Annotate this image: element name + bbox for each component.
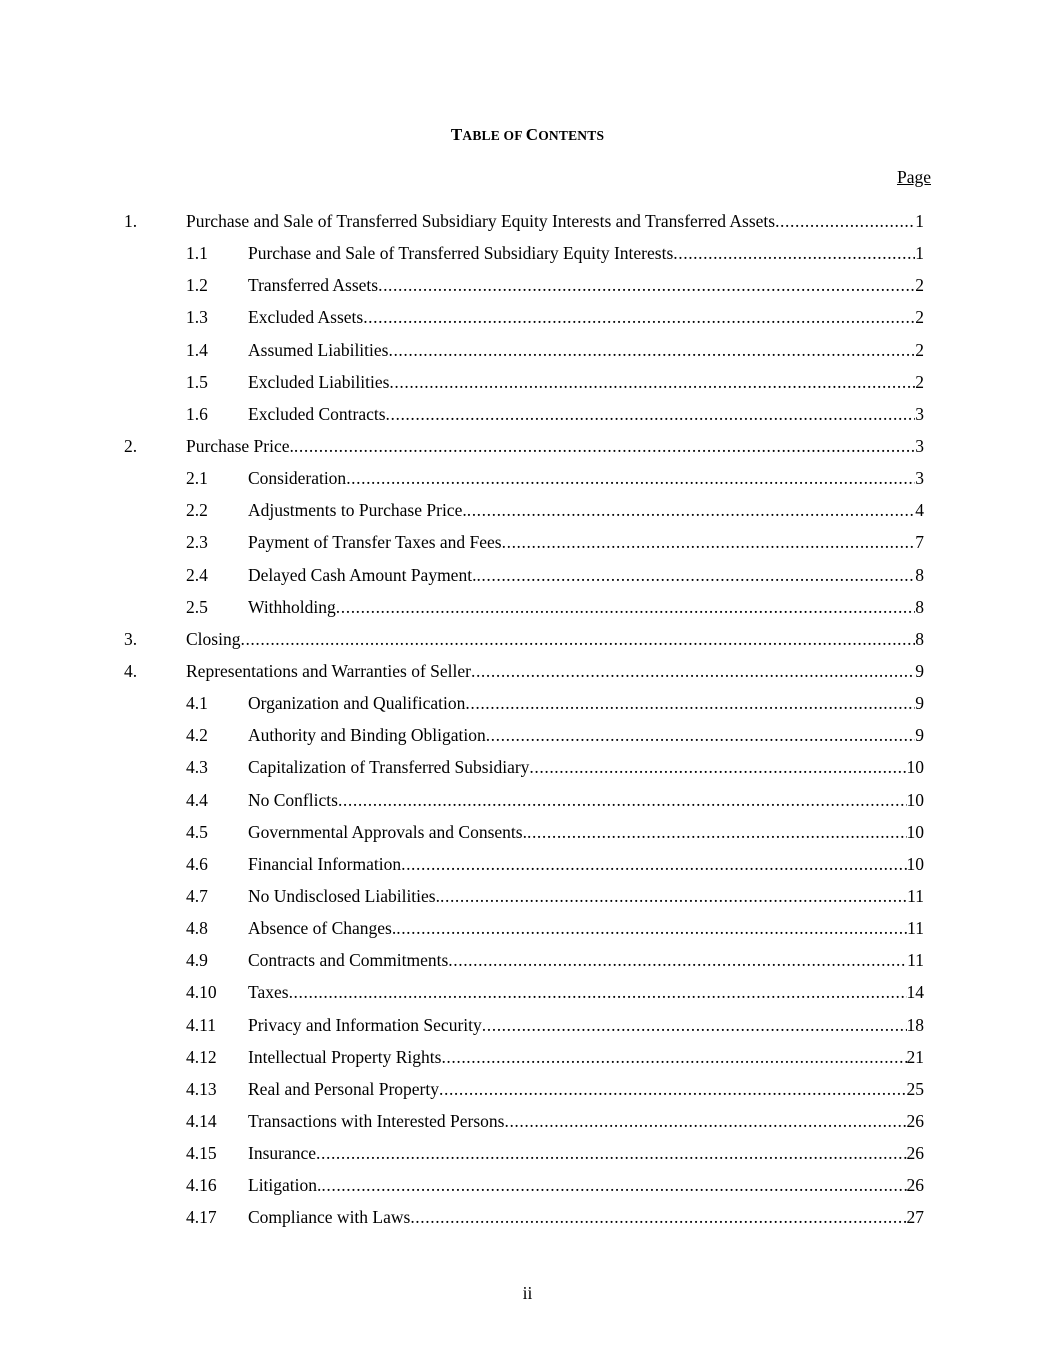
toc-entry[interactable] xyxy=(0,912,1055,944)
toc-entry-page: 11 xyxy=(907,918,924,939)
toc-entry-label: Contracts and Commitments xyxy=(248,950,449,971)
toc-entry-label: Transactions with Interested Persons xyxy=(248,1110,505,1131)
toc-entry-number: 4.9 xyxy=(186,950,208,971)
toc-entry-label: Insurance xyxy=(248,1143,317,1164)
toc-entry-page: 2 xyxy=(915,371,924,392)
toc-entry-line xyxy=(248,751,924,783)
toc-dot-leader xyxy=(441,1041,906,1073)
toc-entry-number: 1.5 xyxy=(186,371,208,392)
toc-entry[interactable] xyxy=(0,462,1055,494)
toc-entry-number: 1.3 xyxy=(186,307,208,328)
toc-entry-page: 7 xyxy=(915,532,924,553)
toc-entry-number: 2.2 xyxy=(186,500,208,521)
toc-entry-page: 11 xyxy=(907,885,924,906)
toc-dot-leader xyxy=(482,1009,907,1041)
toc-entry-number: 4. xyxy=(124,660,138,681)
toc-entry-label: Purchase and Sale of Transferred Subsidiary Equity Interests and Transferred Assets xyxy=(186,211,776,231)
toc-entry[interactable] xyxy=(0,816,1055,848)
toc-entry-label: Excluded Liabilities xyxy=(248,371,390,392)
toc-title-part: ONTENTS xyxy=(538,128,605,143)
toc-entry-label: No Undisclosed Liabilities. xyxy=(248,885,440,906)
toc-entry-label: Purchase Price. xyxy=(186,435,294,456)
toc-entry-number: 4.13 xyxy=(186,1078,217,1099)
toc-entry-number: 4.1 xyxy=(186,693,208,714)
toc-dot-leader xyxy=(440,880,907,912)
toc-dot-leader xyxy=(388,334,915,366)
toc-entry-page: 3 xyxy=(915,403,924,424)
toc-entry-label: Adjustments to Purchase Price. xyxy=(248,500,467,521)
toc-dot-leader xyxy=(467,494,916,526)
toc-entry[interactable] xyxy=(0,526,1055,558)
toc-entry-page: 9 xyxy=(915,725,924,746)
toc-entry-line xyxy=(248,1137,924,1169)
toc-entry[interactable] xyxy=(0,269,1055,301)
toc-entry-number: 4.16 xyxy=(186,1175,217,1196)
toc-entry-page: 18 xyxy=(906,1014,924,1035)
page-column-label: Page xyxy=(896,167,931,187)
toc-entry-line xyxy=(248,269,924,301)
toc-entry-page: 9 xyxy=(915,693,924,714)
toc-entry-page: 10 xyxy=(906,757,924,778)
toc-dot-leader xyxy=(386,398,916,430)
toc-dot-leader xyxy=(294,430,915,462)
toc-entry-page: 25 xyxy=(906,1078,924,1099)
toc-entry[interactable] xyxy=(0,719,1055,751)
toc-entry-label: Delayed Cash Amount Payment. xyxy=(248,564,477,585)
toc-entry-page: 10 xyxy=(906,789,924,810)
toc-entry-number: 4.17 xyxy=(186,1207,217,1228)
toc-entry[interactable] xyxy=(0,944,1055,976)
toc-dot-leader xyxy=(346,462,915,494)
toc-entry[interactable] xyxy=(0,398,1055,430)
toc-entry-number: 1. xyxy=(124,211,138,231)
toc-dot-leader xyxy=(486,719,916,751)
toc-entry-line xyxy=(248,334,924,366)
toc-entry[interactable] xyxy=(0,1073,1055,1105)
toc-dot-leader xyxy=(396,912,907,944)
toc-entry[interactable] xyxy=(0,205,1055,237)
toc-dot-leader xyxy=(316,1137,906,1169)
toc-entry-number: 1.2 xyxy=(186,275,208,296)
toc-dot-leader xyxy=(471,655,915,687)
toc-entry-line xyxy=(248,719,924,751)
toc-entry[interactable] xyxy=(0,1201,1055,1233)
toc-dot-leader xyxy=(504,1105,906,1137)
toc-entry-label: Privacy and Information Security xyxy=(248,1014,482,1035)
toc-entry-label: Payment of Transfer Taxes and Fees xyxy=(248,532,502,553)
toc-entry-label: Excluded Contracts xyxy=(248,403,386,424)
toc-entry[interactable] xyxy=(0,1041,1055,1073)
toc-entry-line xyxy=(248,398,924,430)
toc-entry[interactable] xyxy=(0,880,1055,912)
toc-entry-number: 2.1 xyxy=(186,468,208,489)
toc-entry[interactable] xyxy=(0,559,1055,591)
toc-entry[interactable] xyxy=(0,784,1055,816)
toc-entry[interactable] xyxy=(0,1105,1055,1137)
toc-entry[interactable] xyxy=(0,237,1055,269)
toc-entry[interactable] xyxy=(0,301,1055,333)
toc-dot-leader xyxy=(336,591,915,623)
toc-entry[interactable] xyxy=(0,1169,1055,1201)
toc-dot-leader xyxy=(502,526,916,558)
toc-entry-line xyxy=(248,1041,924,1073)
toc-title-part: C xyxy=(525,125,539,144)
toc-entry-line xyxy=(248,1169,924,1201)
toc-dot-leader xyxy=(527,816,907,848)
toc-dot-leader xyxy=(401,848,906,880)
toc-entry-page: 2 xyxy=(915,307,924,328)
toc-entry-line xyxy=(248,591,924,623)
toc-entry-line xyxy=(248,687,924,719)
toc-entry-page: 9 xyxy=(915,660,924,681)
toc-entry-page: 3 xyxy=(915,435,924,456)
toc-entry-number: 4.8 xyxy=(186,918,208,939)
toc-entry-number: 4.4 xyxy=(186,789,208,810)
toc-entry-label: Governmental Approvals and Consents. xyxy=(248,821,527,842)
toc-entry-label: Withholding xyxy=(248,596,336,617)
toc-entry-number: 1.1 xyxy=(186,243,208,264)
toc-entry-line xyxy=(248,1105,924,1137)
toc-dot-leader xyxy=(321,1169,906,1201)
toc-entry[interactable] xyxy=(0,751,1055,783)
toc-entry[interactable] xyxy=(0,976,1055,1008)
toc-entry[interactable] xyxy=(0,687,1055,719)
toc-entry-number: 4.7 xyxy=(186,885,208,906)
toc-entry-line xyxy=(248,944,924,976)
toc-dot-leader xyxy=(389,366,915,398)
toc-entry-page: 8 xyxy=(915,564,924,585)
toc-entry-number: 2.3 xyxy=(186,532,208,553)
toc-entry-label: Organization and Qualification xyxy=(248,693,466,714)
toc-entry-page: 2 xyxy=(915,275,924,296)
toc-entry-label: Authority and Binding Obligation xyxy=(248,725,486,746)
toc-entry-line xyxy=(248,784,924,816)
toc-entry-number: 4.3 xyxy=(186,757,208,778)
toc-entry-label: Compliance with Laws xyxy=(248,1207,411,1228)
toc-dot-leader xyxy=(240,623,915,655)
toc-entry-number: 3. xyxy=(124,628,138,649)
toc-entry-number: 2.5 xyxy=(186,596,208,617)
toc-entry-label: Absence of Changes. xyxy=(248,918,397,939)
toc-entry-page: 26 xyxy=(906,1175,924,1196)
toc-entry-page: 2 xyxy=(915,339,924,360)
toc-dot-leader xyxy=(476,559,915,591)
toc-entry-page: 14 xyxy=(906,982,924,1003)
toc-dot-leader xyxy=(363,301,915,333)
toc-entry-number: 4.15 xyxy=(186,1143,217,1164)
toc-entry-number: 4.5 xyxy=(186,821,208,842)
toc-list xyxy=(0,205,1055,1234)
toc-entry[interactable] xyxy=(0,366,1055,398)
toc-entry-line xyxy=(248,816,924,848)
toc-entry-line xyxy=(186,430,924,462)
toc-entry-page: 4 xyxy=(915,500,924,521)
toc-entry-number: 4.6 xyxy=(186,853,208,874)
toc-entry-page: 8 xyxy=(915,628,924,649)
toc-entry-line xyxy=(248,301,924,333)
toc-entry-number: 2.4 xyxy=(186,564,208,585)
toc-entry[interactable] xyxy=(0,848,1055,880)
toc-entry-page: 10 xyxy=(906,821,924,842)
toc-title-part: T xyxy=(450,125,463,144)
toc-entry-page: 26 xyxy=(906,1143,924,1164)
toc-dot-leader xyxy=(439,1073,907,1105)
toc-entry-number: 4.14 xyxy=(186,1110,217,1131)
toc-entry-line xyxy=(248,912,924,944)
toc-entry-page: 26 xyxy=(906,1110,924,1131)
toc-dot-leader xyxy=(673,237,915,269)
toc-entry-label: Excluded Assets xyxy=(248,307,364,328)
toc-entry-label: Taxes xyxy=(248,982,289,1003)
toc-entry-page: 11 xyxy=(907,950,924,971)
toc-entry-line xyxy=(248,1009,924,1041)
toc-entry-page: 21 xyxy=(906,1046,924,1067)
toc-entry-label: Consideration xyxy=(248,468,347,489)
toc-entry-line xyxy=(186,623,924,655)
toc-title xyxy=(0,125,1055,145)
toc-entry-number: 2. xyxy=(124,435,138,456)
toc-entry-label: Representations and Warranties of Seller xyxy=(186,660,471,681)
toc-entry-line xyxy=(248,494,924,526)
toc-entry[interactable] xyxy=(0,334,1055,366)
toc-entry-line xyxy=(248,848,924,880)
toc-dot-leader xyxy=(448,944,907,976)
toc-dot-leader xyxy=(289,976,907,1008)
toc-dot-leader xyxy=(338,784,907,816)
toc-entry-label: Assumed Liabilities xyxy=(248,339,389,360)
toc-entry-number: 4.10 xyxy=(186,982,217,1003)
toc-entry-label: Litigation. xyxy=(248,1175,322,1196)
toc-entry[interactable] xyxy=(0,494,1055,526)
toc-entry-number: 4.2 xyxy=(186,725,208,746)
toc-entry-line xyxy=(248,1201,924,1233)
toc-entry-line xyxy=(248,366,924,398)
toc-entry-label: Transferred Assets xyxy=(248,275,379,296)
toc-entry-line xyxy=(248,1073,924,1105)
toc-entry-label: Intellectual Property Rights xyxy=(248,1046,442,1067)
toc-entry-number: 4.11 xyxy=(186,1014,216,1035)
toc-entry-line xyxy=(248,237,924,269)
toc-entry-line xyxy=(248,526,924,558)
toc-entry-label: Purchase and Sale of Transferred Subsidiary Equity Interests xyxy=(248,243,674,264)
toc-entry-line xyxy=(248,880,924,912)
toc-entry-number: 1.6 xyxy=(186,403,208,424)
toc-entry-line xyxy=(186,655,924,687)
toc-entry-line xyxy=(248,559,924,591)
toc-title-part: ABLE OF xyxy=(462,128,526,143)
toc-entry-label: Real and Personal Property xyxy=(248,1078,439,1099)
toc-entry-page: 8 xyxy=(915,596,924,617)
toc-entry-label: Closing xyxy=(186,628,241,649)
footer-page-number: ii xyxy=(522,1283,533,1303)
toc-entry[interactable] xyxy=(0,655,1055,687)
toc-entry-number: 1.4 xyxy=(186,339,208,360)
toc-entry-page: 1 xyxy=(915,211,924,231)
toc-entry-page: 3 xyxy=(915,468,924,489)
toc-entry[interactable] xyxy=(0,623,1055,655)
toc-entry-label: Capitalization of Transferred Subsidiary xyxy=(248,757,530,778)
toc-dot-leader xyxy=(410,1201,906,1233)
toc-entry-page: 27 xyxy=(906,1207,924,1228)
toc-dot-leader xyxy=(775,205,915,237)
toc-entry-number: 4.12 xyxy=(186,1046,217,1067)
toc-entry-line xyxy=(248,976,924,1008)
toc-dot-leader xyxy=(378,269,915,301)
toc-dot-leader xyxy=(529,751,906,783)
toc-entry-line xyxy=(186,205,924,237)
toc-entry-label: No Conflicts xyxy=(248,789,338,810)
toc-entry-label: Financial Information xyxy=(248,853,402,874)
toc-entry[interactable] xyxy=(0,430,1055,462)
toc-entry[interactable] xyxy=(0,591,1055,623)
toc-entry-line xyxy=(248,462,924,494)
toc-dot-leader xyxy=(465,687,915,719)
toc-entry-page: 10 xyxy=(906,853,924,874)
toc-entry-page: 1 xyxy=(915,243,924,264)
toc-entry[interactable] xyxy=(0,1009,1055,1041)
toc-entry[interactable] xyxy=(0,1137,1055,1169)
